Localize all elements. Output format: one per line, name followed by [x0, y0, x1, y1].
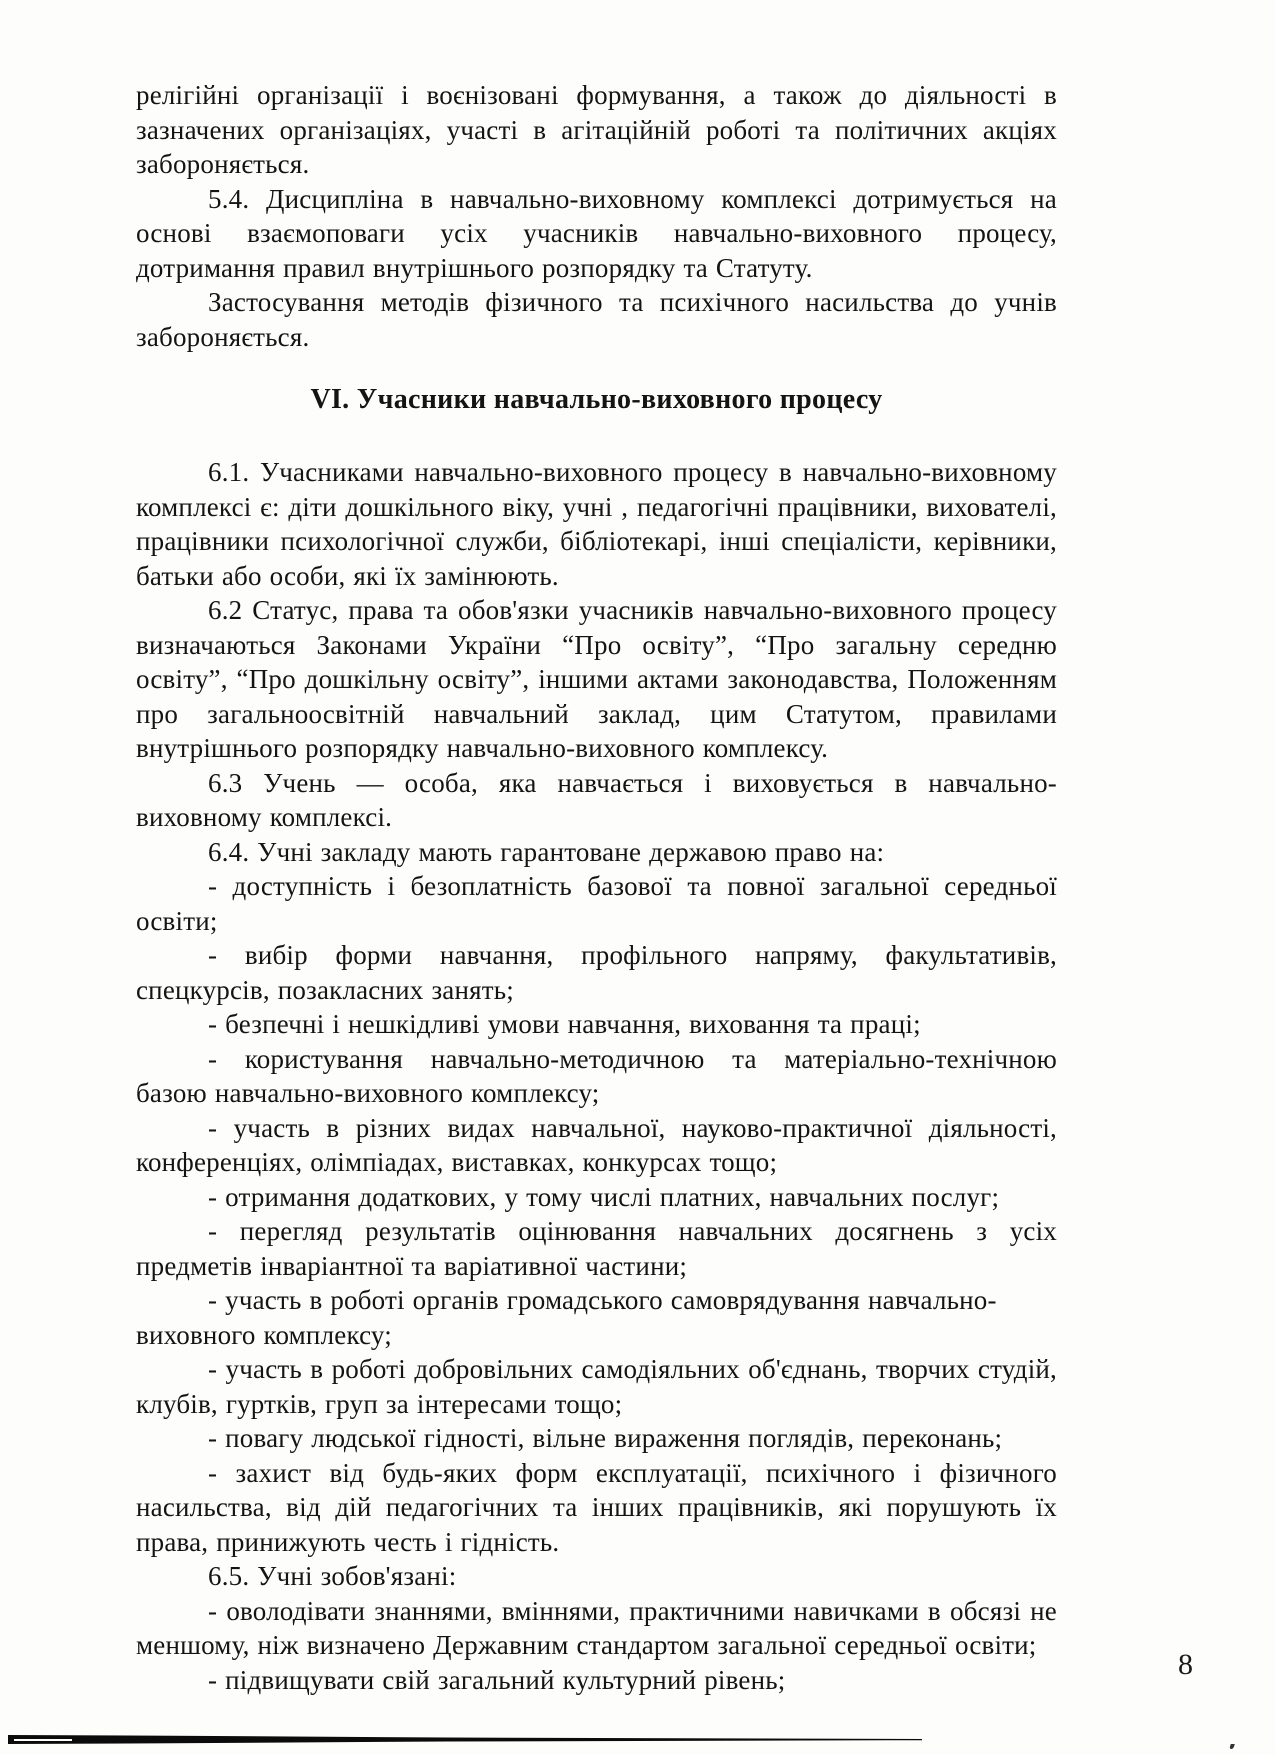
paragraph: Застосування методів фізичного та психічного насильства до учнів забороняється. [136, 287, 1057, 352]
paragraph: 6.4. Учні закладу мають гарантоване державою право на: [208, 836, 885, 867]
list-item: - користування навчально-методичною та матеріально-технічною базою навчально-виховного комплексу; [136, 1043, 1057, 1108]
list-item: - перегляд результатів оцінювання навчальних досягнень з усіх предметів інваріантної та варіативної частини; [136, 1216, 1057, 1281]
list-item: - участь в роботі добровільних самодіяльних об'єднань, творчих студій, клубів, гуртків, груп за інтересами тощо; [136, 1354, 1057, 1419]
list-item: - доступність і безоплатність базової та повної загальної середньої освіти; [136, 871, 1057, 936]
paragraph: 6.2 Статус, права та обов'язки учасників навчально-виховного процесу визначаються Законами України “Про освіту”, “Про загальну середню освіту”, “Про дошкільну освіту”, іншими актами законодавства, Положенням про загальноосвітній навчальний заклад, цим Статутом, правилами внутрішнього розпорядку навчально-виховного комплексу. [136, 595, 1057, 763]
paragraph: 6.3 Учень — особа, яка навчається і виховується в навчально-виховному комплексі. [136, 767, 1057, 832]
scan-artifact-notch [14, 1739, 72, 1741]
list-item: - отримання додаткових, у тому числі платних, навчальних послуг; [208, 1181, 1000, 1212]
list-item: - безпечні і нешкідливі умови навчання, виховання та праці; [208, 1009, 921, 1039]
list-item: - підвищувати свій загальний культурний рівень; [208, 1664, 786, 1695]
page-number: 8 [1178, 1648, 1193, 1681]
scan-artifact-speck [1229, 1744, 1235, 1749]
list-item: - участь в різних видах навчальної, науково-практичної діяльності, конференціях, олімпіадах, виставках, конкурсах тощо; [136, 1112, 1057, 1177]
list-item: - захист від будь-яких форм експлуатації, психічного і фізичного насильства, від дій педагогічних та інших працівників, які порушують їх права, принижують честь і гідність. [136, 1457, 1057, 1557]
scan-artifact-line [8, 1735, 922, 1744]
list-item: - повагу людської гідності, вільне вираження поглядів, переконань; [208, 1423, 1003, 1453]
document-body [136, 78, 1057, 1697]
paragraph: 5.4. Дисципліна в навчально-виховному комплексі дотримується на основі взаємоповаги усіх учасників навчально-виховного процесу, дотримання правил внутрішнього розпорядку та Статуту. [136, 183, 1057, 283]
paragraph: 6.5. Учні зобов'язані: [208, 1561, 457, 1591]
list-item: - оволодівати знаннями, вміннями, практичними навичками в обсязі не меншому, ніж визначено Державним стандартом загальної середньої освіти; [136, 1595, 1057, 1660]
paragraph: релігійні організації і воєнізовані формування, а також до діяльності в зазначених організаціях, участі в агітаційній роботі та політичних акціях забороняється. [136, 80, 1057, 179]
list-item: - участь в роботі органів громадського самоврядування навчально- виховного комплексу; [136, 1285, 997, 1350]
paragraph: 6.1. Учасниками навчально-виховного процесу в навчально-виховному комплексі є: діти дошкільного віку, учні , педагогічні працівники, вихователі, працівники психологічної служби, бібліотекарі, інші спеціалісти, керівники, батьки або особи, які їх замінюють. [136, 457, 1057, 591]
section-heading: VI. Учасники навчально-виховного процесу [310, 384, 883, 415]
list-item: - вибір форми навчання, профільного напряму, факультативів, спецкурсів, позакласних занять; [136, 940, 1057, 1005]
